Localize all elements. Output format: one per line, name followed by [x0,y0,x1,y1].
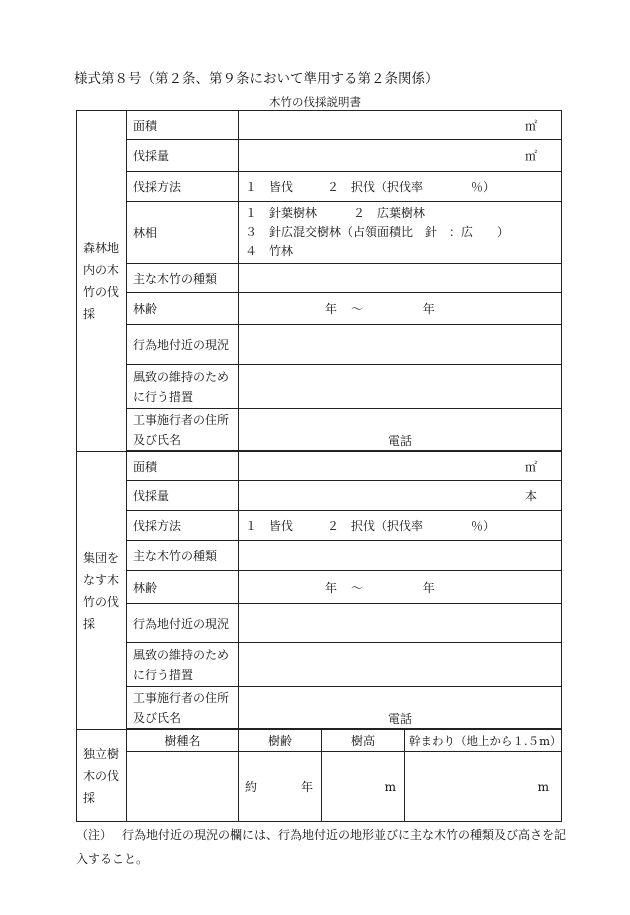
group-scenery-label [127,643,239,687]
single-age-unit: 年 [300,780,313,794]
forest-species-label: 主な木竹の種類 [127,264,239,293]
forest-tel-label: 電話 [388,434,413,448]
forest-scenery-label-1: 風致の維持のため [133,369,230,384]
forest-scenery-label-2: に行う措置 [133,389,194,404]
forest-contractor-label [127,409,239,451]
forest-scenery-label [127,365,239,409]
single-height-unit: m [384,779,396,794]
footnote-head: （注） [76,828,113,842]
single-section-label: 独立樹木の伐採 [77,730,127,822]
group-method-label: 伐採方法 [127,511,239,541]
single-height-field[interactable] [322,752,405,822]
group-site-label: 行為地付近の現況 [127,604,239,643]
group-contractor-label [127,687,239,729]
single-age-prefix: 約 [245,780,258,794]
footnote-text: 行為地付近の現況の欄には、行為地付近の地形並びに主な木竹の種類及び高さを記入すること。 [76,828,567,866]
group-method-field[interactable] [239,511,562,541]
group-method-opt2: ２ 択伐（択伐率 ％） [327,519,496,533]
forest-stand-opt2: ２ 広葉樹林 [353,206,426,220]
forest-method-opt2: ２ 択伐（択伐率 ％） [327,180,496,194]
group-volume-field[interactable] [239,481,562,511]
forest-method-opt1: １ 皆伐 [245,180,294,194]
forest-stand-opt4: ４ 竹林 [245,244,294,258]
single-girth-field[interactable] [405,752,562,822]
forest-stand-opt3: ３ 針広混交樹林（占領面積比 針 ：広 ） [245,225,510,239]
single-col-girth: 幹まわり（地上から１.５m） [405,730,562,752]
single-col-age: 樹齢 [239,730,322,752]
forest-method-field[interactable] [239,172,562,202]
group-area-label: 面積 [127,452,239,481]
group-age-tilde: ～ [350,580,363,595]
felling-form-table [76,110,562,822]
form-subtitle: 木竹の伐採説明書 [269,95,361,109]
group-age-year2: 年 [422,580,435,595]
forest-site-label: 行為地付近の現況 [127,325,239,365]
forest-contractor-label-1: 工事施行者の住所 [133,412,230,427]
group-age-year1: 年 [325,580,338,595]
group-scenery-label-2: に行う措置 [133,667,194,682]
forest-volume-label: 伐採量 [127,140,239,172]
footnote [76,823,566,871]
group-site-field[interactable] [239,604,562,643]
single-col-height: 樹高 [322,730,405,752]
single-age-field[interactable] [239,752,322,822]
group-age-label: 林齢 [127,571,239,604]
group-contractor-field[interactable] [239,687,562,729]
group-species-label: 主な木竹の種類 [127,541,239,571]
forest-stand-opt1: １ 針葉樹林 [245,206,318,220]
forest-section-label: 森林地内の木竹の伐採 [77,111,127,452]
group-volume-label: 伐採量 [127,481,239,511]
forest-age-label: 林齢 [127,293,239,325]
forest-species-field[interactable] [239,264,562,293]
group-tel-label: 電話 [388,712,413,726]
forest-stand-label: 林相 [127,202,239,264]
forest-stand-field[interactable] [239,202,562,264]
forest-age-field[interactable] [239,293,562,325]
forest-age-year1: 年 [325,302,338,316]
group-contractor-label-2: 及び氏名 [133,710,182,725]
forest-age-tilde: ～ [350,302,363,316]
single-col-species: 樹種名 [127,730,239,752]
group-method-opt1: １ 皆伐 [245,519,294,533]
single-species-field[interactable] [127,752,239,822]
forest-contractor-label-2: 及び氏名 [133,432,182,447]
single-girth-unit: m [537,779,550,794]
group-section-label: 集団をなす木竹の伐採 [77,452,127,730]
group-volume-unit: 本 [525,489,538,503]
forest-contractor-field[interactable] [239,409,562,451]
group-age-field[interactable] [239,571,562,604]
forest-method-label: 伐採方法 [127,172,239,202]
forest-area-label: 面積 [127,111,239,140]
forest-area-field[interactable] [239,111,562,140]
group-scenery-label-1: 風致の維持のため [133,647,230,662]
forest-area-unit: ㎡ [525,118,538,133]
group-area-unit: ㎡ [525,459,538,474]
forest-scenery-field[interactable] [239,365,562,409]
forest-volume-unit: ㎡ [525,149,538,163]
form-title: 様式第８号（第２条、第９条において準用する第２条関係） [74,71,439,87]
group-scenery-field[interactable] [239,643,562,687]
forest-age-year2: 年 [422,302,435,316]
group-contractor-label-1: 工事施行者の住所 [133,690,230,705]
group-area-field[interactable] [239,452,562,481]
forest-site-field[interactable] [239,325,562,365]
group-species-field[interactable] [239,541,562,571]
forest-volume-field[interactable] [239,140,562,172]
